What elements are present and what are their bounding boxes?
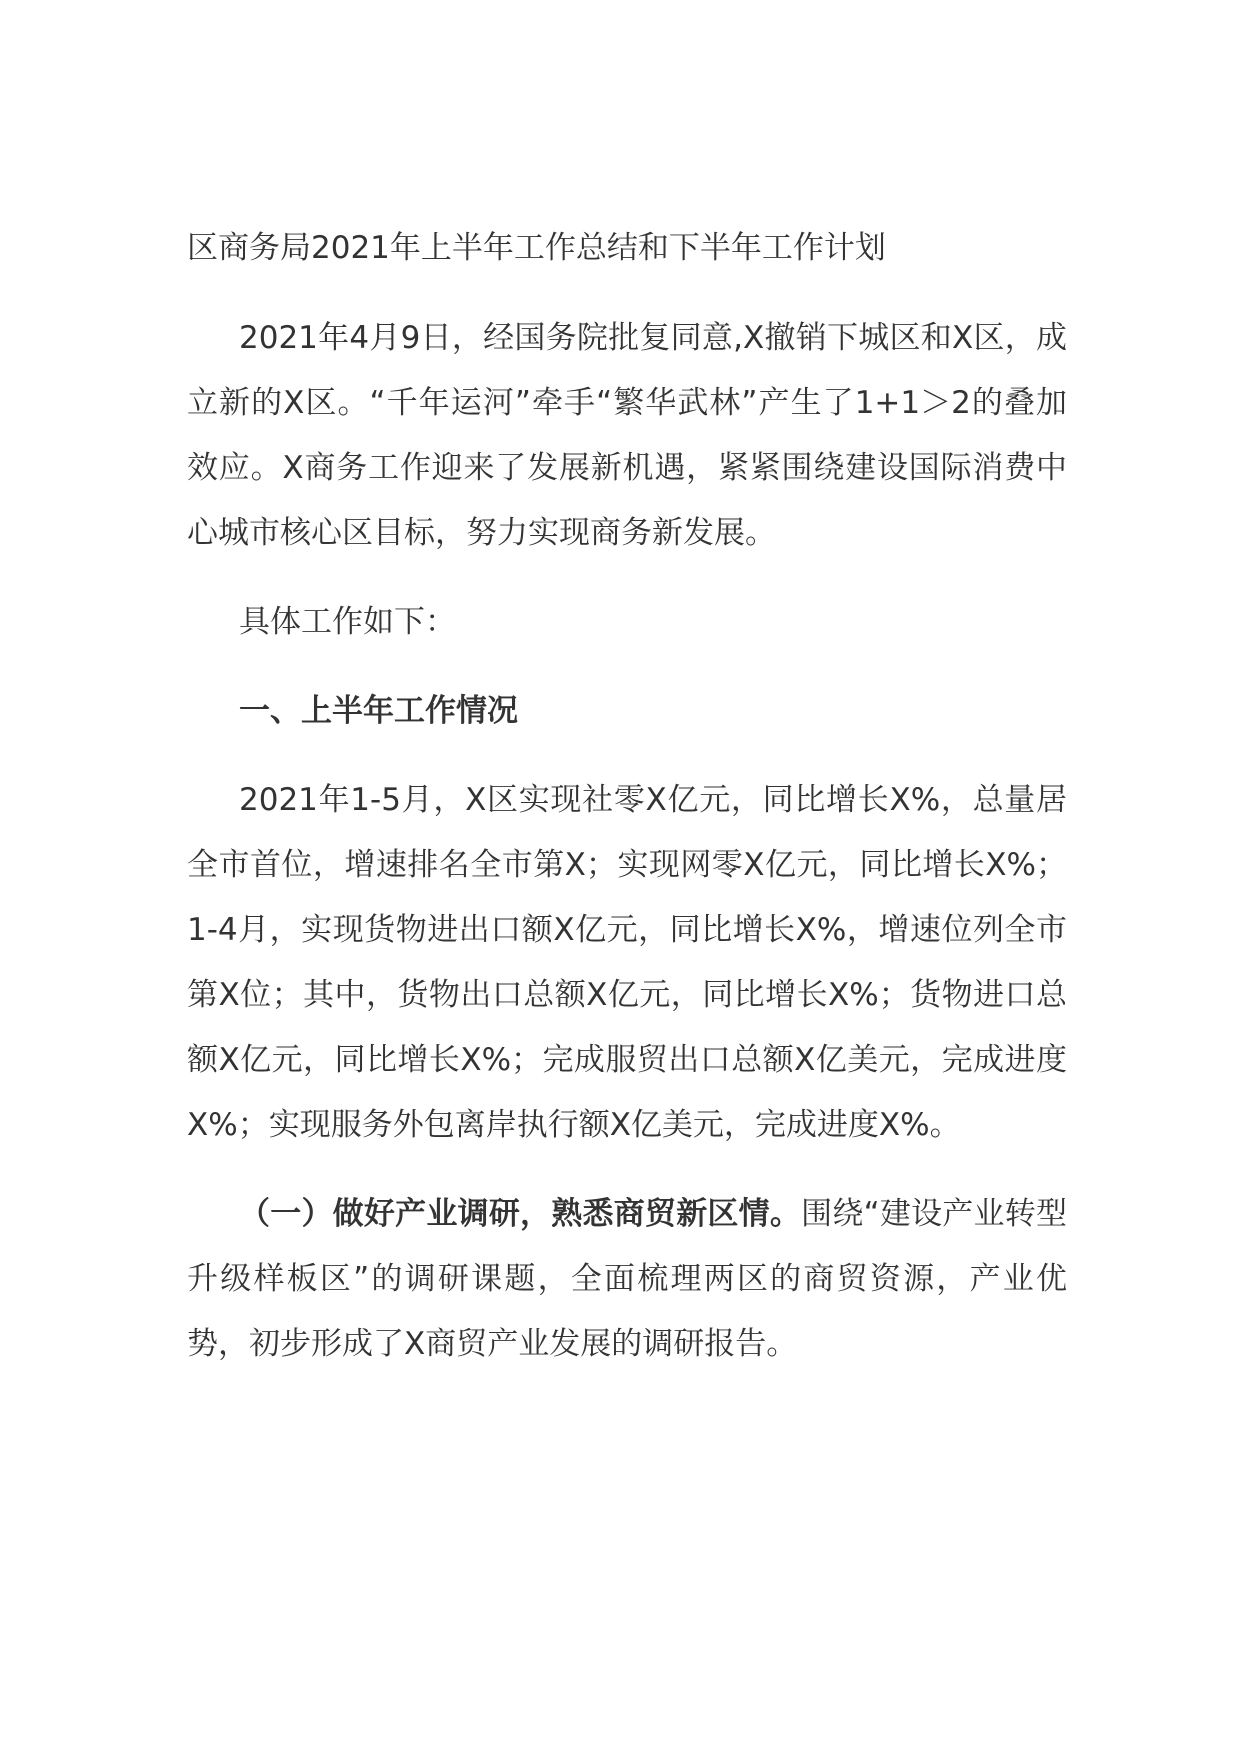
subsection-1-lead: （一）做好产业调研，熟悉商贸新区情。 — [239, 1196, 802, 1232]
subsection-1-paragraph — [187, 1182, 1067, 1377]
subsection-1-body: 围绕“建设产业转型升级样板区”的调研课题，全面梳理两区的商贸资源，产业优势，初步形成了X商贸产业发展的调研报告。 — [187, 1196, 1067, 1362]
section-1-paragraph: 2021年1-5月，X区实现社零X亿元，同比增长X%，总量居全市首位，增速排名全市第X；实现网零X亿元，同比增长X%；1-4月，实现货物进出口额X亿元，同比增长X%，增速位列全市第X位；其中，货物出口总额X亿元，同比增长X%；货物进口总额X亿元，同比增长X%；完成服贸出口总额X亿美元，完成进度X%；实现服务外包离岸执行额X亿美元，完成进度X%。 — [187, 782, 1067, 1143]
work-intro-paragraph: 具体工作如下： — [239, 604, 456, 640]
document-title: 区商务局2021年上半年工作总结和下半年工作计划 — [187, 230, 886, 266]
document-body — [187, 222, 1067, 1401]
section-1-heading: 一、上半年工作情况 — [239, 693, 518, 729]
intro-paragraph: 2021年4月9日，经国务院批复同意,X撤销下城区和X区，成立新的X区。“千年运河”牵手“繁华武林”产生了1+1＞2的叠加效应。X商务工作迎来了发展新机遇，紧紧围绕建设国际消费中心城市核心区目标，努力实现商务新发展。 — [187, 320, 1067, 551]
